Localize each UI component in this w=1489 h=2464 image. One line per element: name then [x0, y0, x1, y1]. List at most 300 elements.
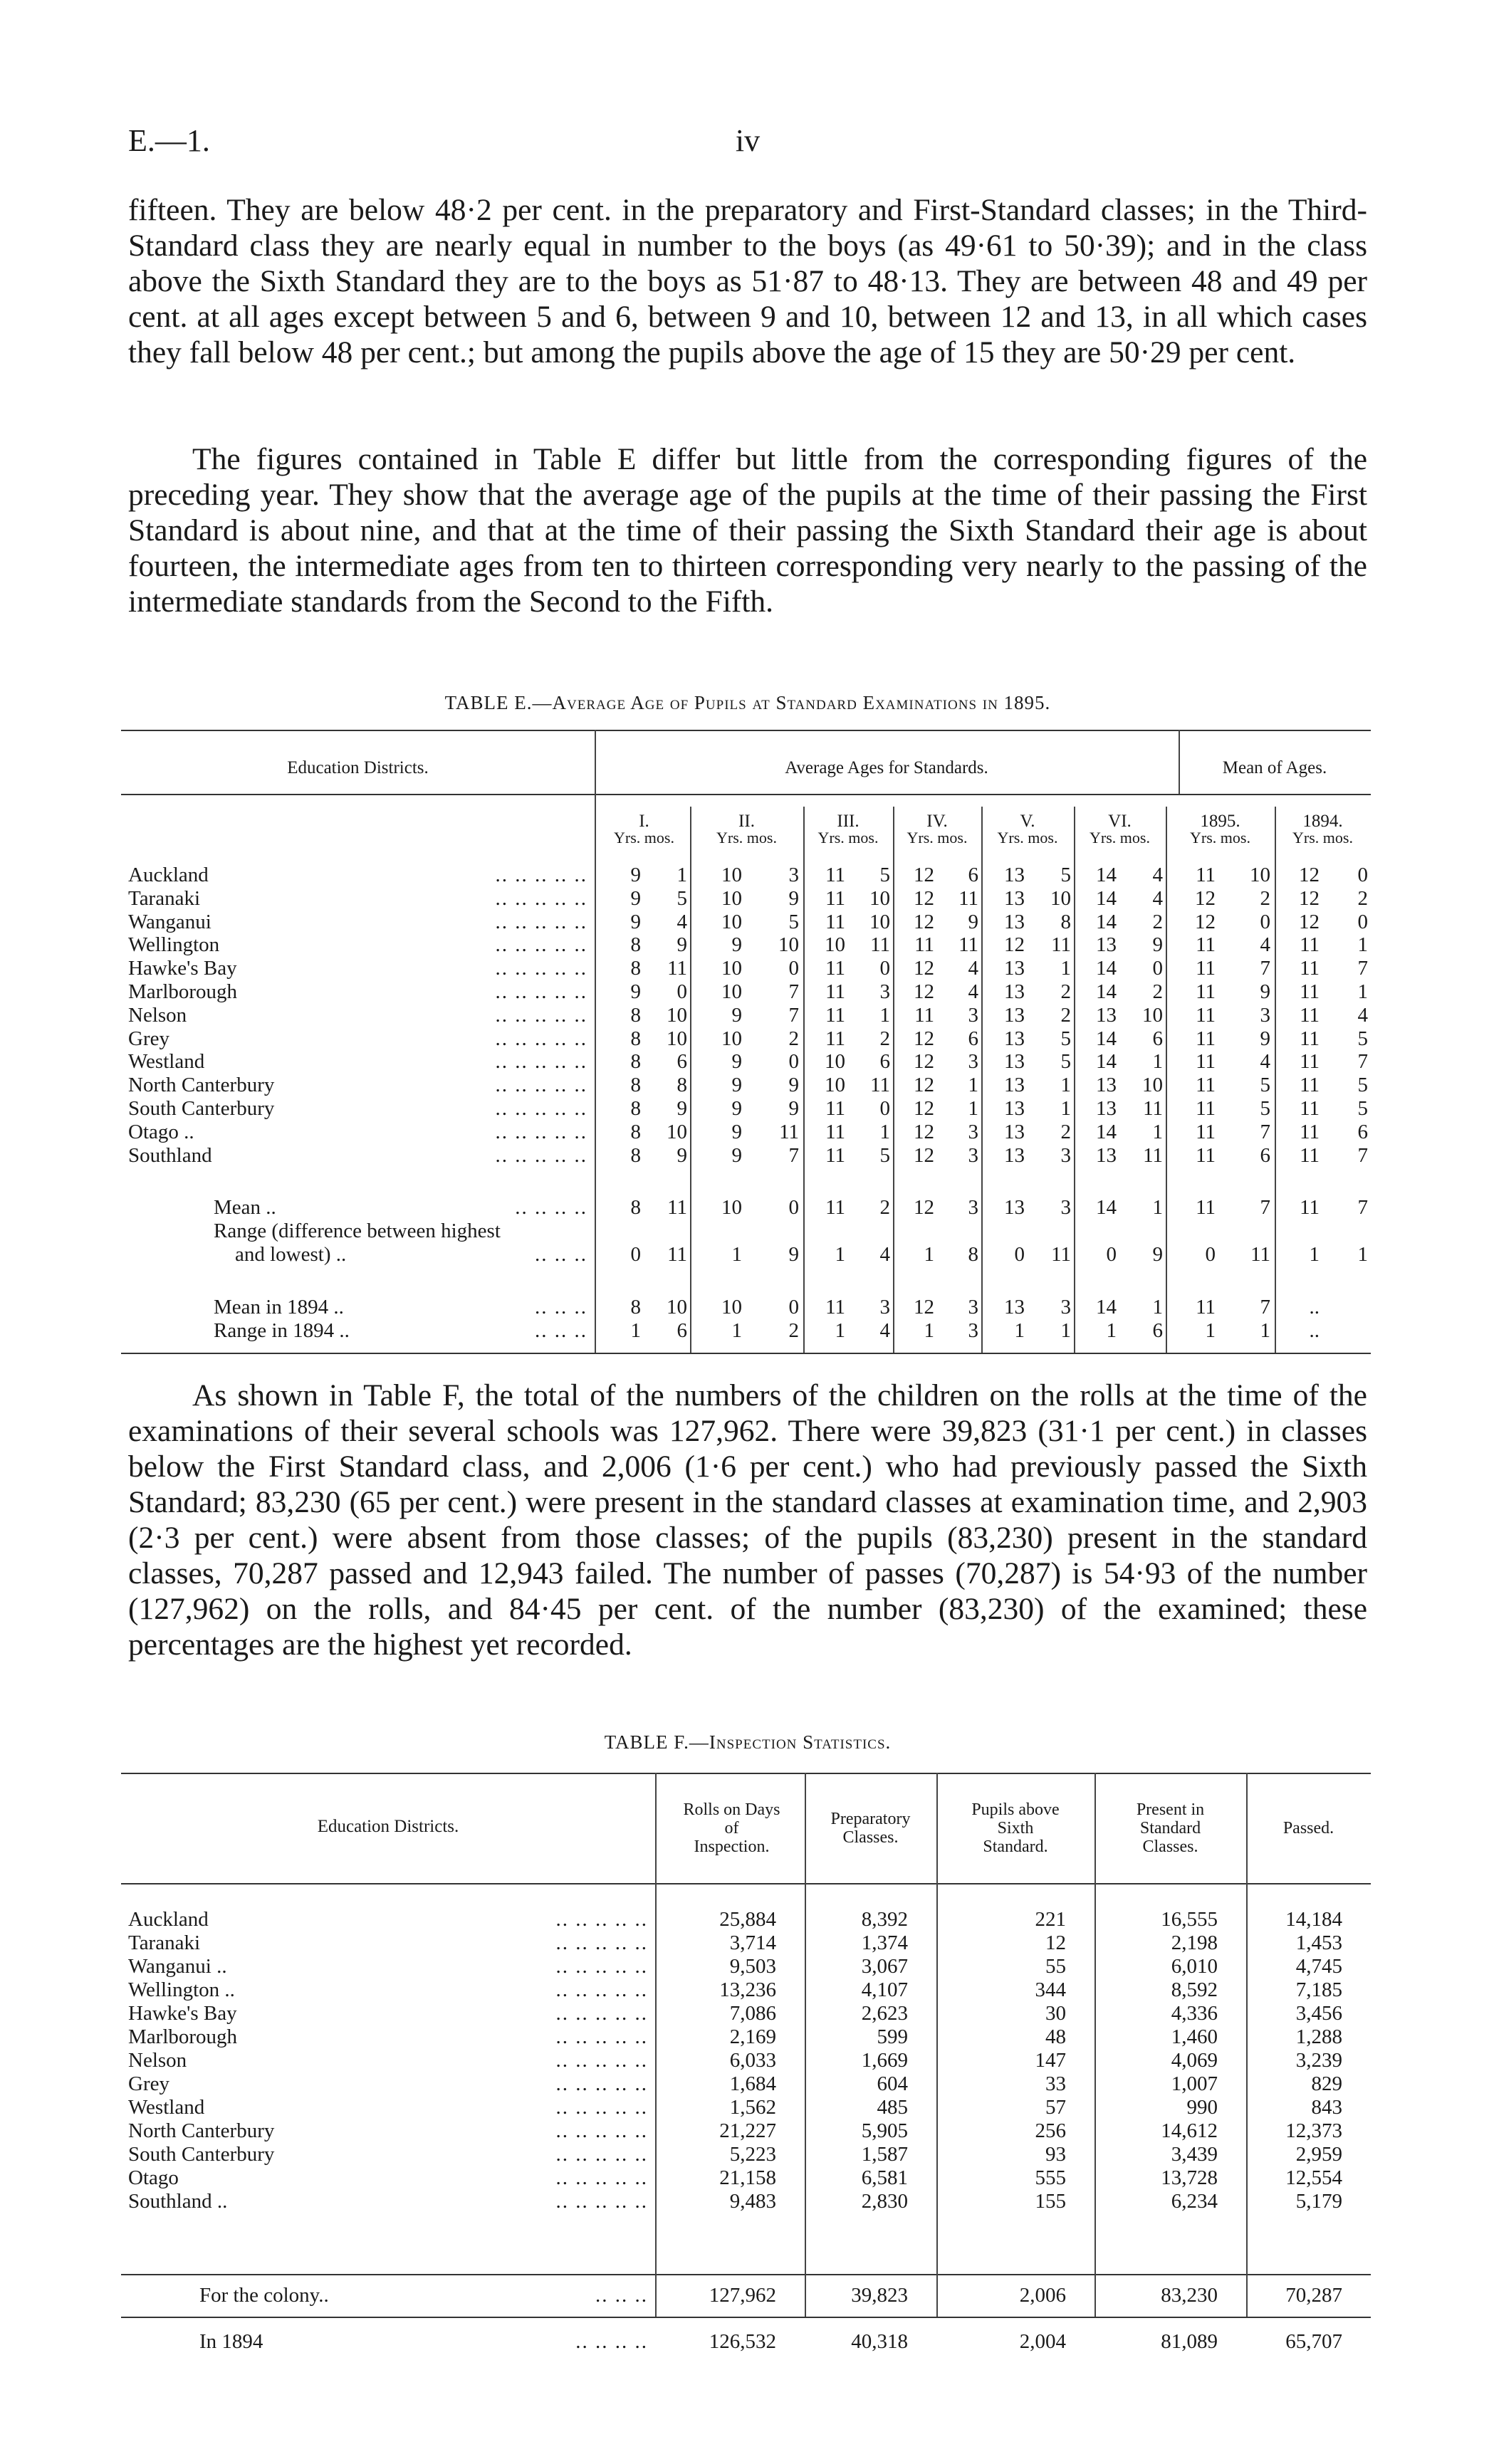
table-e-mean-1894-months: 3	[879, 1296, 890, 1318]
district-name: Auckland	[128, 1908, 209, 1931]
table-e-row-months: 10	[667, 1121, 687, 1143]
table-f-row-value: 990	[1186, 2096, 1218, 2119]
table-e-range-1894-months: 3	[968, 1319, 978, 1342]
table-f-row-value: 21,158	[719, 2166, 776, 2189]
table-e-row-years: 12	[914, 1097, 934, 1120]
district-name: Southland	[128, 1144, 212, 1167]
dot-leader: .. .. .. .. ..	[495, 980, 587, 1003]
range-label: Range (difference between highest	[214, 1220, 501, 1242]
column-header: Standard.	[983, 1837, 1048, 1856]
table-f-row-value: 3,714	[729, 1931, 776, 1954]
table-f-row-value: 57	[1045, 2096, 1066, 2119]
table-f-row-value: 5,179	[1295, 2190, 1342, 2213]
table-e-row-months: 0	[1260, 911, 1270, 933]
table-e-title-text: Average Age of Pupils at Standard Examinations in 1895.	[552, 692, 1051, 713]
column-header: of	[724, 1819, 739, 1837]
colony-label: For the colony..	[199, 2284, 329, 2307]
table-f-row-value: 12	[1045, 1931, 1066, 1954]
table-e-range-1894-years: 1	[1014, 1319, 1025, 1342]
table-f-row-value: 2,169	[729, 2025, 776, 2048]
dot-leader: .. .. .. .. ..	[555, 1908, 648, 1931]
table-e-row-months: 2	[879, 1027, 890, 1050]
table-f-row-value: 2,959	[1295, 2143, 1342, 2166]
table-e-range-years: 0	[1205, 1243, 1216, 1266]
table-e-row-months: 11	[870, 933, 890, 956]
column-header: Rolls on Days	[683, 1800, 780, 1819]
table-e-row-months: 2	[1060, 1121, 1071, 1143]
table-e-range-1894-months: 1	[1260, 1319, 1270, 1342]
table-e-row-months: 11	[958, 933, 978, 956]
table-e-row-months: 1	[879, 1004, 890, 1027]
table-e-row-months: 1	[1152, 1050, 1163, 1073]
table-f-row-value: 1,669	[861, 2049, 908, 2072]
table-e-row-months: 0	[879, 1097, 890, 1120]
table-e-range-years: 0	[1014, 1243, 1025, 1266]
dot-leader: .. .. ..	[535, 1319, 587, 1342]
table-e	[121, 730, 1371, 1356]
table-e-mean-1894-months: 10	[667, 1296, 687, 1318]
table-e-row-years: 12	[1004, 933, 1025, 956]
table-f-row-value: 4,107	[861, 1978, 908, 2001]
table-e-row-years: 11	[825, 864, 845, 886]
table-e-row-years: 13	[1096, 933, 1117, 956]
table-f-row-value: 5,905	[861, 2119, 908, 2142]
table-e-mean-years: 11	[1196, 1196, 1216, 1219]
table-e-row-years: 12	[1195, 911, 1216, 933]
table-f-row-value: 14,184	[1285, 1908, 1342, 1931]
standard-label: I.	[639, 812, 649, 831]
table-e-mean-1894-years: 14	[1096, 1296, 1117, 1318]
table-e-row-years: 12	[914, 1050, 934, 1073]
table-e-range-months: 11	[667, 1243, 687, 1266]
table-e-row-months: 9	[788, 887, 799, 910]
table-e-row-months: 11	[779, 1121, 799, 1143]
mean-1894-label: Mean in 1894 ..	[214, 1296, 344, 1318]
table-e-row-years: 10	[825, 1074, 845, 1096]
table-e-row-years: 11	[1196, 1144, 1216, 1167]
column-header: Classes.	[842, 1828, 899, 1847]
table-e-mean-1894-months: 3	[968, 1296, 978, 1318]
table-e-row-years: 9	[630, 864, 641, 886]
standard-label: II.	[738, 812, 755, 831]
rule-horizontal	[121, 2274, 1371, 2275]
table-e-row-years: 8	[630, 1050, 641, 1073]
table-e-row-years: 12	[914, 980, 934, 1003]
table-e-row-months: 3	[968, 1004, 978, 1027]
table-e-row-months: 5	[1060, 1050, 1071, 1073]
table-f-row-value: 5,223	[729, 2143, 776, 2166]
standard-label: 1894.	[1302, 812, 1343, 831]
table-e-row-years: 12	[914, 1027, 934, 1050]
table-e-row-months: 1	[968, 1074, 978, 1096]
rule-horizontal	[121, 2317, 1371, 2318]
table-e-row-years: 9	[731, 1004, 742, 1027]
table-e-row-years: 9	[731, 1144, 742, 1167]
table-e-range-months: 1	[1357, 1243, 1368, 1266]
district-name: Otago	[128, 2166, 179, 2189]
table-e-row-months: 3	[1260, 1004, 1270, 1027]
table-e-row-months: 1	[1357, 933, 1368, 956]
dot-leader: .. .. .. .. ..	[555, 1978, 648, 2001]
paragraph-1: fifteen. They are below 48·2 per cent. in the preparatory and First-Standard classes; in the Third-Standard class they are nearly equal in number to the boys (as 49·61 to 50·39); and in the class above the Sixth Standard they are to the boys as 51·87 to 48·13. They are between 48 and 49 per cent. at all ages except between 5 and 6, between 9 and 10, between 12 and 13, in all which cases they fall below 48 per cent.; but among the pupils above the age of 15 they are 50·29 per cent.	[128, 193, 1367, 369]
table-e-row-years: 11	[1300, 1144, 1320, 1167]
table-e-row-years: 12	[1299, 887, 1320, 910]
table-f-row-value: 21,227	[719, 2119, 776, 2142]
table-e-row-months: 3	[968, 1121, 978, 1143]
table-e-row-years: 10	[825, 1050, 845, 1073]
table-e-range-years: 0	[630, 1243, 641, 1266]
table-f-row-value: 7,086	[729, 2002, 776, 2025]
district-name: South Canterbury	[128, 2143, 275, 2166]
table-e-row-years: 13	[1096, 1004, 1117, 1027]
table-e-mean-1894-years: 8	[630, 1296, 641, 1318]
table-e-row-years: 12	[914, 957, 934, 980]
table-e-mean-years: 11	[1300, 1196, 1320, 1219]
table-e-row-years: 11	[1300, 1050, 1320, 1073]
table-e-row-months: 4	[1152, 864, 1163, 886]
district-name: Grey	[128, 2072, 169, 2095]
dot-leader: .. .. .. .. ..	[495, 864, 587, 886]
table-f-row-value: 14,612	[1161, 2119, 1218, 2142]
table-e-row-years: 12	[1299, 864, 1320, 886]
paragraph-2: The figures contained in Table E differ but little from the corresponding figures of the preceding year. They show that the average age of the pupils at the time of their passing the First Standard is about nine, and that at the time of their passing the Sixth Standard their age is about fourteen, the intermediate ages from ten to thirteen corresponding very nearly to the passing of the intermediate standards from the Second to the Fifth.	[128, 442, 1367, 619]
table-e-row-months: 0	[879, 957, 890, 980]
table-e-row-years: 12	[1299, 911, 1320, 933]
table-e-row-years: 11	[1300, 1004, 1320, 1027]
table-f-row-value: 1,374	[861, 1931, 908, 1954]
district-name: Nelson	[128, 1004, 187, 1027]
report-code: E.—1.	[128, 123, 210, 158]
table-e-mean-months: 1	[1152, 1196, 1163, 1219]
table-f-row-value: 155	[1035, 2190, 1066, 2213]
unit-label: Yrs. mos.	[614, 829, 674, 846]
district-name: North Canterbury	[128, 2119, 275, 2142]
table-e-row-years: 12	[1195, 887, 1216, 910]
table-e-row-years: 14	[1096, 1027, 1117, 1050]
table-e-row-years: 11	[1196, 933, 1216, 956]
table-e-row-months: 7	[1357, 957, 1368, 980]
table-e-row-months: 1	[1152, 1121, 1163, 1143]
rule-horizontal	[121, 1883, 1371, 1884]
table-e-range-1894-months: 6	[676, 1319, 687, 1342]
table-f-row-value: 1,288	[1295, 2025, 1342, 2048]
district-name: South Canterbury	[128, 1097, 275, 1120]
district-name: Auckland	[128, 864, 209, 886]
table-f-1894-value: 40,318	[851, 2330, 908, 2353]
table-e-mean-1894-years: 10	[721, 1296, 742, 1318]
table-e-range-months: 9	[788, 1243, 799, 1266]
table-e-row-years: 13	[1004, 1121, 1025, 1143]
table-e-row-years: 12	[914, 911, 934, 933]
table-f-colony-value: 83,230	[1161, 2284, 1218, 2307]
table-e-row-years: 13	[1004, 1004, 1025, 1027]
table-e-range-1894-months: 2	[788, 1319, 799, 1342]
table-e-row-years: 10	[721, 957, 742, 980]
table-e-row-years: 11	[1196, 1097, 1216, 1120]
table-f-row-value: 7,185	[1295, 1978, 1342, 2001]
table-f-title	[128, 1731, 1367, 1753]
dot-leader: .. .. .. .. ..	[555, 2002, 648, 2025]
table-e-row-months: 2	[1152, 911, 1163, 933]
table-f-row-value: 25,884	[719, 1908, 776, 1931]
table-e-row-months: 9	[1260, 980, 1270, 1003]
table-e-row-months: 10	[667, 1027, 687, 1050]
table-e-row-months: 10	[869, 911, 890, 933]
table-f-1894-value: 65,707	[1285, 2330, 1342, 2353]
table-e-row-months: 8	[676, 1074, 687, 1096]
table-e-row-years: 13	[1004, 957, 1025, 980]
table-e-mean-years: 10	[721, 1196, 742, 1219]
table-f-row-value: 604	[877, 2072, 908, 2095]
mean-label: Mean ..	[214, 1196, 276, 1219]
table-e-row-years: 13	[1004, 887, 1025, 910]
table-e-row-months: 1	[676, 864, 687, 886]
table-e-row-months: 10	[1142, 1074, 1163, 1096]
table-e-row-years: 11	[825, 980, 845, 1003]
district-name: Taranaki	[128, 1931, 201, 1954]
table-e-row-months: 5	[676, 887, 687, 910]
dot-leader: .. .. .. .. ..	[495, 1027, 587, 1050]
district-name: Otago ..	[128, 1121, 194, 1143]
dot-leader: .. .. .. .. ..	[495, 933, 587, 956]
table-f-row-value: 6,033	[729, 2049, 776, 2072]
dot-leader: .. .. .. .. ..	[555, 2119, 648, 2142]
table-e-mean-months: 7	[1260, 1196, 1270, 1219]
table-e-row-years: 14	[1096, 980, 1117, 1003]
table-e-row-years: 9	[731, 1121, 742, 1143]
dot-leader: .. .. .. .. ..	[555, 2049, 648, 2072]
district-name: Wellington ..	[128, 1978, 235, 2001]
district-name: Wellington	[128, 933, 220, 956]
table-f-1894-value: 126,532	[709, 2330, 776, 2353]
table-e-row-years: 13	[1004, 864, 1025, 886]
standard-label: 1895.	[1200, 812, 1240, 831]
page-header	[128, 122, 1367, 165]
table-e-row-months: 2	[1357, 887, 1368, 910]
table-f-row-value: 2,198	[1171, 1931, 1218, 1954]
table-e-row-months: 11	[1143, 1144, 1163, 1167]
table-e-row-years: 9	[731, 1074, 742, 1096]
table-e-row-months: 1	[879, 1121, 890, 1143]
table-e-row-months: 9	[1152, 933, 1163, 956]
table-e-row-months: 5	[788, 911, 799, 933]
table-e-row-months: 0	[788, 1050, 799, 1073]
table-e-row-months: 11	[870, 1074, 890, 1096]
table-e-mean-months: 2	[879, 1196, 890, 1219]
table-e-row-months: 4	[968, 980, 978, 1003]
table-f-row-value: 555	[1035, 2166, 1066, 2189]
table-f-row-value: 3,439	[1171, 2143, 1218, 2166]
table-e-range-1894-months: 1	[1060, 1319, 1071, 1342]
table-f-colony-value: 127,962	[709, 2284, 776, 2307]
table-e-mean-months: 7	[1357, 1196, 1368, 1219]
table-f-1894-value: 2,004	[1019, 2330, 1066, 2353]
table-e-mean-1894-months: 3	[1060, 1296, 1071, 1318]
table-e-range-1894-years: 1	[630, 1319, 641, 1342]
table-e-row-years: 11	[825, 911, 845, 933]
table-e-range-years: 0	[1106, 1243, 1117, 1266]
rule-vertical	[803, 807, 805, 1353]
rule-vertical	[1166, 807, 1167, 1353]
standard-label: V.	[1020, 812, 1035, 831]
table-e-row-months: 5	[1260, 1097, 1270, 1120]
table-e-row-months: 6	[676, 1050, 687, 1073]
table-e-row-months: 6	[1357, 1121, 1368, 1143]
table-e-row-years: 13	[1004, 1027, 1025, 1050]
district-name: Westland	[128, 1050, 205, 1073]
table-e-row-months: 10	[778, 933, 799, 956]
table-e-row-years: 8	[630, 957, 641, 980]
standard-label: III.	[837, 812, 860, 831]
table-e-row-years: 10	[721, 864, 742, 886]
table-e-row-months: 5	[1260, 1074, 1270, 1096]
table-e-row-years: 10	[721, 887, 742, 910]
table-f-row-value: 4,336	[1171, 2002, 1218, 2025]
table-e-row-years: 11	[825, 1097, 845, 1120]
table-f-row-value: 9,503	[729, 1955, 776, 1978]
dot-leader: .. .. .. .. ..	[555, 2072, 648, 2095]
table-e-row-months: 7	[1357, 1050, 1368, 1073]
table-f-row-value: 9,483	[729, 2190, 776, 2213]
table-e-row-years: 11	[1300, 1121, 1320, 1143]
table-e-mean-years: 8	[630, 1196, 641, 1219]
table-f-row-value: 256	[1035, 2119, 1066, 2142]
table-f-row-value: 344	[1035, 1978, 1066, 2001]
table-e-row-months: 5	[879, 1144, 890, 1167]
table-e-row-months: 2	[788, 1027, 799, 1050]
table-e-range-1894-months: 6	[1152, 1319, 1163, 1342]
table-e-mean-1894-months: 1	[1152, 1296, 1163, 1318]
table-e-row-months: 4	[1260, 1050, 1270, 1073]
table-f-row-value: 16,555	[1161, 1908, 1218, 1931]
standard-label: VI.	[1108, 812, 1132, 831]
dot-leader: .. .. .. .. ..	[555, 2143, 648, 2166]
table-f-title-prefix: TABLE F.—	[604, 1731, 709, 1753]
table-e-row-months: 3	[879, 980, 890, 1003]
table-e-row-years: 8	[630, 1027, 641, 1050]
table-e-row-years: 13	[1096, 1074, 1117, 1096]
y1894-label: In 1894	[199, 2330, 263, 2353]
table-e-row-years: 9	[731, 933, 742, 956]
table-e-row-months: 5	[1357, 1074, 1368, 1096]
table-e-row-months: 1	[1060, 1074, 1071, 1096]
table-f-row-value: 3,239	[1295, 2049, 1342, 2072]
table-e-row-months: 4	[1260, 933, 1270, 956]
district-name: Hawke's Bay	[128, 2002, 237, 2025]
table-e-row-years: 11	[1300, 1027, 1320, 1050]
table-e-row-years: 11	[825, 1027, 845, 1050]
table-e-row-years: 11	[1196, 1121, 1216, 1143]
table-f-title-text: Inspection Statistics.	[709, 1731, 892, 1753]
table-e-row-years: 14	[1096, 1050, 1117, 1073]
table-e-row-months: 2	[1152, 980, 1163, 1003]
table-e-row-years: 12	[914, 1121, 934, 1143]
table-e-row-months: 0	[1357, 864, 1368, 886]
unit-label: Yrs. mos.	[1090, 829, 1150, 846]
dot-leader: .. .. .. .. ..	[495, 1144, 587, 1167]
table-e-row-years: 11	[1300, 1097, 1320, 1120]
table-e-row-years: 12	[914, 864, 934, 886]
table-f-colony-value: 39,823	[851, 2284, 908, 2307]
table-e-row-months: 9	[676, 933, 687, 956]
table-e-range-years: 1	[924, 1243, 934, 1266]
table-e-row-years: 8	[630, 1074, 641, 1096]
table-f-row-value: 1,453	[1295, 1931, 1342, 1954]
dot-leader: .. .. .. .. ..	[555, 2166, 648, 2189]
table-e-row-years: 13	[1004, 1097, 1025, 1120]
district-name: Taranaki	[128, 887, 201, 910]
dot-leader: .. .. .. .. ..	[495, 911, 587, 933]
district-name: Marlborough	[128, 2025, 238, 2048]
table-e-mean-1894-months: 0	[788, 1296, 799, 1318]
table-e-range-1894-years: 1	[924, 1319, 934, 1342]
unit-label: Yrs. mos.	[1292, 829, 1353, 846]
paragraph-3: As shown in Table F, the total of the numbers of the children on the rolls at the time of the examinations of their several schools was 127,962. There were 39,823 (31·1 per cent.) in classes below the First Standard class, and 2,006 (1·6 per cent.) who had previously passed the Sixth Standard; 83,230 (65 per cent.) were present in the standard classes at examination time, and 2,903 (2·3 per cent.) were absent from those classes; of the pupils (83,230) present in the standard classes, 70,287 passed and 12,943 failed. The number of passes (70,287) is 54·93 of the number (127,962) on the rolls, and 84·45 per cent. of the number (83,230) of the examined; these percentages are the highest yet recorded.	[128, 1378, 1367, 1662]
rule-horizontal	[121, 1353, 1371, 1354]
table-e-row-years: 8	[630, 1144, 641, 1167]
table-e-row-months: 10	[1250, 864, 1270, 886]
table-f-row-value: 30	[1045, 2002, 1066, 2025]
table-f-row-value: 6,234	[1171, 2190, 1218, 2213]
unit-label: Yrs. mos.	[907, 829, 968, 846]
table-e-row-months: 7	[788, 1004, 799, 1027]
table-f-row-value: 3,067	[861, 1955, 908, 1978]
table-e-mean-months: 3	[1060, 1196, 1071, 1219]
dot-leader: .. .. .. .. ..	[555, 2096, 648, 2119]
table-e-row-months: 6	[879, 1050, 890, 1073]
column-header: Present in	[1136, 1800, 1205, 1819]
column-header: Classes.	[1142, 1837, 1198, 1856]
table-f-row-value: 1,684	[729, 2072, 776, 2095]
table-e-range-months: 11	[1250, 1243, 1270, 1266]
table-e-row-years: 11	[825, 1004, 845, 1027]
table-e-row-years: 11	[825, 887, 845, 910]
table-e-row-years: 8	[630, 1121, 641, 1143]
table-e-row-months: 4	[1357, 1004, 1368, 1027]
column-header: Standard	[1139, 1819, 1201, 1837]
table-e-row-years: 14	[1096, 957, 1117, 980]
table-e-row-years: 13	[1004, 1050, 1025, 1073]
district-name: Wanganui	[128, 911, 211, 933]
table-e-row-months: 9	[788, 1097, 799, 1120]
table-e-row-years: 13	[1004, 1144, 1025, 1167]
table-f-row-value: 843	[1311, 2096, 1342, 2119]
table-f-row-value: 13,236	[719, 1978, 776, 2001]
table-e-title-prefix: TABLE E.—	[444, 692, 553, 713]
table-e-row-months: 4	[1152, 887, 1163, 910]
dot-leader: .. .. ..	[595, 2284, 648, 2307]
table-e-row-years: 14	[1096, 1121, 1117, 1143]
table-f-row-value: 2,623	[861, 2002, 908, 2025]
table-e-range-1894-years: ..	[1309, 1319, 1320, 1342]
table-e-row-months: 5	[1060, 864, 1071, 886]
table-e-row-years: 11	[1196, 980, 1216, 1003]
range-label-cont: and lowest) ..	[235, 1243, 347, 1266]
table-e-row-months: 3	[968, 1050, 978, 1073]
table-f-row-value: 4,069	[1171, 2049, 1218, 2072]
table-e-mean-1894-years: 11	[825, 1296, 845, 1318]
table-e-row-months: 4	[676, 911, 687, 933]
table-e-row-months: 3	[788, 864, 799, 886]
table-e-range-months: 11	[1051, 1243, 1071, 1266]
table-f-row-value: 221	[1035, 1908, 1066, 1931]
table-e-row-years: 11	[914, 933, 934, 956]
table-e-mean-years: 12	[914, 1196, 934, 1219]
table-e-row-months: 4	[968, 957, 978, 980]
table-e-row-years: 9	[731, 1097, 742, 1120]
standard-label: IV.	[926, 812, 948, 831]
dot-leader: .. .. .. .. ..	[555, 2025, 648, 2048]
